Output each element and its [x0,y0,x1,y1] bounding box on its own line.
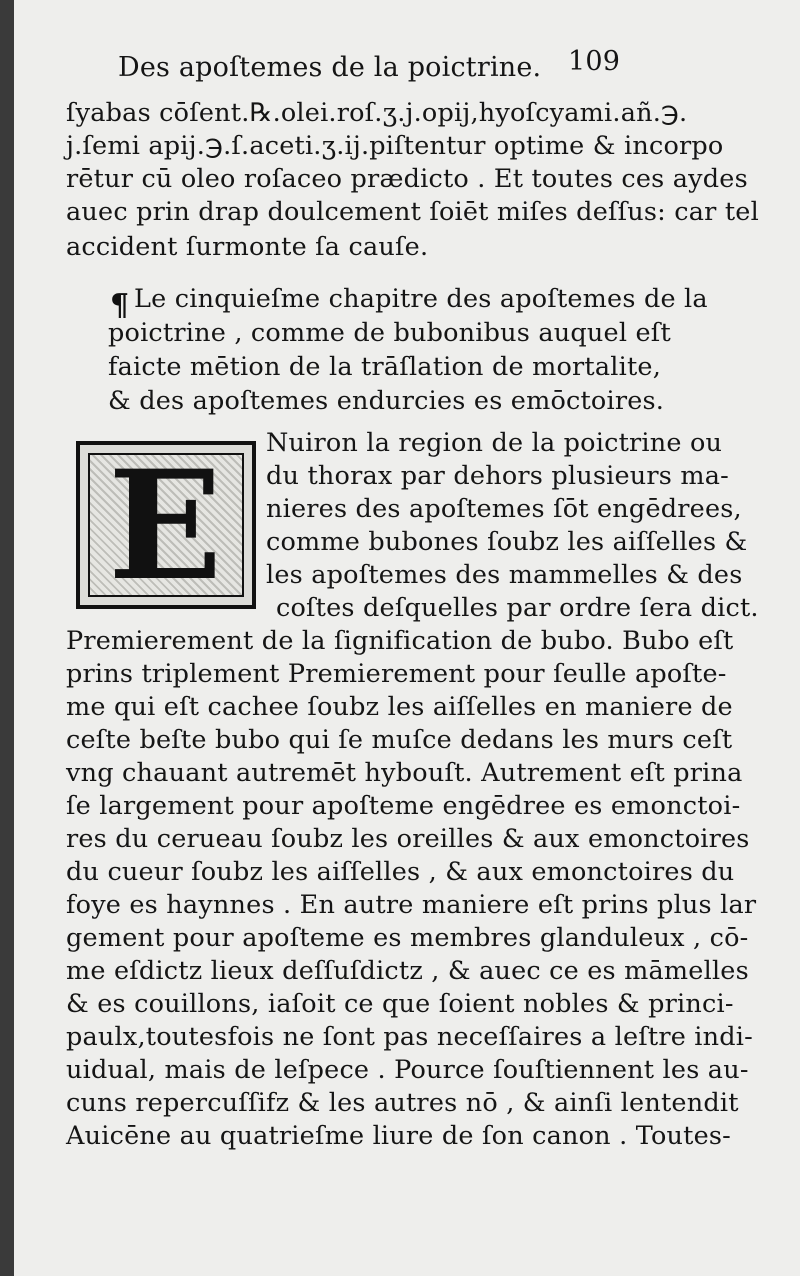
text-line: ſe largement pour apoſteme engēdree es emonctoi- [66,791,741,821]
text-line: Premierement de la ſignification de bubo. Bubo eſt [66,626,734,656]
text-line: auec prin drap doulcement ſoiēt miſes deſſus: car tel [66,197,759,227]
text-line: coſtes deſquelles par ordre ſera dict. [276,593,759,623]
text-line: uidual, mais de leſpece . Pource ſouſtiennent les au- [66,1055,749,1085]
heading-line: Le cinquieſme chapitre des apoſtemes de la [134,284,708,314]
text-line: j.ſemi apij.℈.ſ.aceti.ʒ.ij.piſtentur optime & incorpo [66,131,724,161]
pilcrow-mark: ¶ [110,288,130,323]
decorated-initial [76,438,256,614]
text-line: accident ſurmonte ſa cauſe. [66,232,429,262]
text-line: les apoſtemes des mammelles & des [266,560,743,590]
text-line: comme bubones ſoubz les aiſſelles & [266,527,748,557]
text-line: ſyabas cōſent.℞.olei.roſ.ʒ.j.opij,hyoſcyami.añ.℈. [66,98,688,128]
heading-line: faicte mētion de la trāſlation de mortalite, [108,352,662,382]
heading-line: & des apoſtemes endurcies es emōctoires. [108,386,665,416]
book-page [14,0,800,1276]
text-line: foye es haynnes . En autre maniere eſt prins plus lar [66,890,757,920]
initial-letter: E [108,438,223,614]
book-binding-edge [0,0,14,1276]
text-line: & es couillons, iaſoit ce que ſoient nobles & princi- [66,989,734,1019]
text-line: vng chauant autremēt hybouſt. Autrement eſt prina [66,758,743,788]
text-line: gement pour apoſteme es membres glanduleux , cō- [66,923,749,953]
text-line: paulx,toutesfois ne ſont pas neceſſaires a leſtre indi- [66,1022,753,1052]
text-line: Auicēne au quatrieſme liure de ſon canon . Toutes- [66,1121,731,1151]
text-line: nieres des apoſtemes ſōt engēdrees, [266,494,742,524]
text-line: res du cerueau ſoubz les oreilles & aux emonctoires [66,824,750,854]
text-line: prins triplement Premierement pour ſeulle apoſte- [66,659,727,689]
text-line: ceſte beſte bubo qui ſe muſce dedans les murs ceſt [66,725,733,755]
text-line: du thorax par dehors plusieurs ma- [266,461,729,491]
text-line: du cueur ſoubz les aiſſelles , & aux emonctoires du [66,857,735,887]
heading-line: poictrine , comme de bubonibus auquel eſt [108,318,671,348]
running-title: Des apoſtemes de la poictrine. [118,52,542,83]
text-line: Nuiron la region de la poictrine ou [266,428,723,458]
text-line: me eſdictz lieux deſſuſdictz , & auec ce es māmelles [66,956,749,986]
text-line: cuns repercuſſifz & les autres nō , & ainſi lentendit [66,1088,739,1118]
page-number: 109 [568,46,621,77]
text-line: rētur cū oleo roſaceo prædicto . Et toutes ces aydes [66,164,748,194]
text-line: me qui eſt cachee ſoubz les aiſſelles en maniere de [66,692,733,722]
